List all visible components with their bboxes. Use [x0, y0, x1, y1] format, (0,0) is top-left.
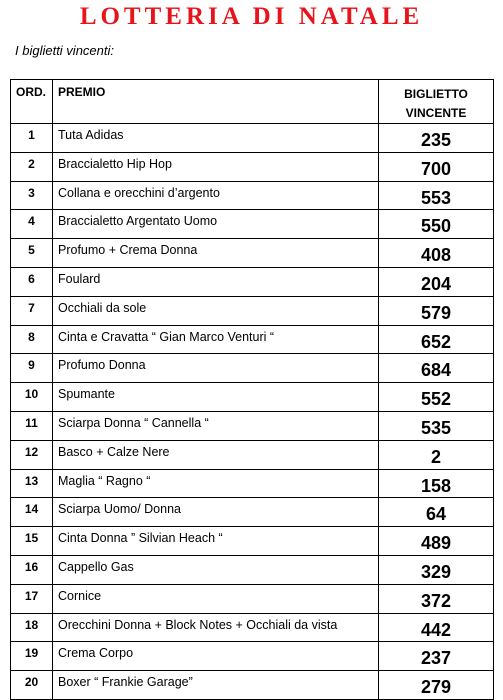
- prize-cell: [53, 239, 379, 268]
- ord-cell: [11, 555, 53, 584]
- ord-value: 12: [24, 444, 39, 459]
- prize-cell: [53, 124, 379, 153]
- prize-value: Braccialetto Hip Hop: [58, 156, 172, 171]
- ord-cell: [11, 296, 53, 325]
- prize-value: Profumo Donna: [58, 358, 146, 373]
- ord-cell: [11, 239, 53, 268]
- prize-cell: [53, 469, 379, 498]
- ord-value: 7: [28, 300, 35, 315]
- ord-cell: [11, 383, 53, 412]
- prize-cell: [53, 555, 379, 584]
- ord-cell: [11, 469, 53, 498]
- table-row: [11, 671, 494, 700]
- ticket-number: 552: [420, 389, 452, 410]
- ticket-number: 700: [420, 158, 452, 179]
- table-body: [11, 124, 494, 700]
- prize-cell: [53, 613, 379, 642]
- column-header-ord: [11, 80, 53, 124]
- ticket-cell: [379, 354, 494, 383]
- column-header-ord-label: ORD.: [16, 85, 46, 99]
- ord-cell: [11, 354, 53, 383]
- ticket-cell: [379, 527, 494, 556]
- ticket-number: 652: [420, 331, 452, 352]
- table-row: [11, 584, 494, 613]
- column-header-ticket-label: [379, 80, 493, 123]
- ticket-number: 535: [420, 417, 452, 438]
- ticket-number: 2: [430, 446, 441, 467]
- prize-value: Cinta Donna ” Silvian Heach “: [58, 531, 223, 546]
- ticket-number: 553: [420, 187, 452, 208]
- ticket-cell: [379, 124, 494, 153]
- prize-cell: [53, 642, 379, 671]
- prize-value: Profumo + Crema Donna: [58, 243, 198, 258]
- prize-value: Boxer “ Frankie Garage”: [58, 675, 193, 690]
- ticket-cell: [379, 267, 494, 296]
- ticket-number: 408: [420, 245, 452, 266]
- prize-value: Cornice: [58, 588, 102, 603]
- ticket-number: 64: [425, 504, 447, 525]
- ord-value: 15: [24, 531, 39, 546]
- ticket-cell: [379, 671, 494, 700]
- ticket-number: 442: [420, 619, 452, 640]
- prize-cell: [53, 440, 379, 469]
- prize-cell: [53, 498, 379, 527]
- ord-value: 11: [25, 415, 38, 430]
- prize-value: Sciarpa Donna “ Cannella “: [58, 415, 209, 430]
- ord-value: 1: [28, 128, 35, 142]
- ord-value: 10: [24, 387, 39, 402]
- ord-value: 5: [28, 243, 35, 258]
- column-header-ticket: [379, 80, 494, 124]
- ticket-number: 279: [420, 677, 452, 698]
- table-row: [11, 411, 494, 440]
- prize-value: Crema Corpo: [58, 646, 134, 661]
- table-row: [11, 613, 494, 642]
- prize-cell: [53, 210, 379, 239]
- ord-value: 14: [24, 502, 39, 517]
- prize-cell: [53, 267, 379, 296]
- table-row: [11, 210, 494, 239]
- ticket-cell: [379, 642, 494, 671]
- prize-cell: [53, 354, 379, 383]
- ord-value: 18: [24, 617, 39, 632]
- ticket-cell: [379, 296, 494, 325]
- prize-cell: [53, 527, 379, 556]
- table-row: [11, 239, 494, 268]
- ticket-number: 550: [420, 216, 452, 237]
- column-header-prize: [53, 80, 379, 124]
- ticket-number: 237: [420, 648, 452, 669]
- prize-value: Occhiali da sole: [58, 300, 147, 315]
- ord-cell: [11, 267, 53, 296]
- table-row: [11, 325, 494, 354]
- column-header-prize-label: PREMIO: [58, 85, 106, 99]
- ord-value: 4: [28, 214, 35, 229]
- column-header-ticket-line1: BIGLIETTO: [404, 87, 468, 101]
- ord-value: 16: [24, 559, 39, 574]
- ord-cell: [11, 498, 53, 527]
- ord-cell: [11, 613, 53, 642]
- prize-cell: [53, 296, 379, 325]
- table-row: [11, 642, 494, 671]
- ticket-cell: [379, 239, 494, 268]
- column-header-ticket-line2: VINCENTE: [405, 106, 467, 120]
- table-row: [11, 152, 494, 181]
- ord-value: 8: [28, 329, 35, 344]
- prize-cell: [53, 325, 379, 354]
- prize-cell: [53, 181, 379, 210]
- ord-value: 20: [24, 675, 39, 690]
- ticket-cell: [379, 152, 494, 181]
- ticket-cell: [379, 469, 494, 498]
- table-row: [11, 527, 494, 556]
- ord-value: 19: [24, 646, 39, 661]
- prize-value: Foulard: [58, 271, 101, 286]
- ord-value: 13: [24, 473, 39, 488]
- page-title: LOTTERIA DI NATALE: [79, 3, 424, 30]
- ord-value: 2: [28, 156, 35, 171]
- table-row: [11, 383, 494, 412]
- prize-value: Tuta Adidas: [58, 128, 124, 142]
- prize-value: Orecchini Donna + Block Notes + Occhiali da vista: [58, 617, 338, 632]
- ord-cell: [11, 527, 53, 556]
- ticket-number: 235: [420, 130, 452, 150]
- ticket-number: 204: [420, 273, 452, 294]
- ticket-number: 579: [420, 302, 452, 323]
- table-row: [11, 469, 494, 498]
- ticket-cell: [379, 440, 494, 469]
- ticket-number: 329: [420, 561, 452, 582]
- ord-cell: [11, 124, 53, 153]
- ord-cell: [11, 671, 53, 700]
- ord-value: 6: [28, 271, 35, 286]
- ord-value: 9: [28, 358, 35, 373]
- prize-cell: [53, 671, 379, 700]
- ord-value: 3: [28, 185, 35, 200]
- ord-cell: [11, 411, 53, 440]
- prize-value: Sciarpa Uomo/ Donna: [58, 502, 181, 517]
- table-row: [11, 124, 494, 153]
- ord-value: 17: [24, 588, 39, 603]
- table-row: [11, 181, 494, 210]
- table-header-row: [11, 80, 494, 124]
- ticket-number: 158: [420, 475, 452, 496]
- ord-cell: [11, 440, 53, 469]
- ord-cell: [11, 181, 53, 210]
- prize-cell: [53, 411, 379, 440]
- table-row: [11, 354, 494, 383]
- winning-tickets-table: [10, 79, 494, 700]
- table-row: [11, 498, 494, 527]
- ticket-number: 684: [420, 360, 452, 381]
- ticket-number: 372: [420, 590, 452, 611]
- table-row: [11, 267, 494, 296]
- ticket-cell: [379, 383, 494, 412]
- prize-value: Maglia “ Ragno “: [58, 473, 151, 488]
- table-row: [11, 555, 494, 584]
- ticket-cell: [379, 325, 494, 354]
- prize-value: Cappello Gas: [58, 559, 134, 574]
- prize-cell: [53, 584, 379, 613]
- prize-value: Spumante: [58, 387, 115, 402]
- prize-value: Basco + Calze Nere: [58, 444, 170, 459]
- prize-cell: [53, 152, 379, 181]
- prize-value: Cinta e Cravatta “ Gian Marco Venturi “: [58, 329, 275, 344]
- prize-value: Braccialetto Argentato Uomo: [58, 214, 218, 229]
- ord-cell: [11, 584, 53, 613]
- ticket-cell: [379, 584, 494, 613]
- ticket-cell: [379, 613, 494, 642]
- table-row: [11, 296, 494, 325]
- table-row: [11, 440, 494, 469]
- ticket-cell: [379, 411, 494, 440]
- ticket-cell: [379, 498, 494, 527]
- prize-value: Collana e orecchini d’argento: [58, 185, 220, 200]
- prize-cell: [53, 383, 379, 412]
- ticket-cell: [379, 555, 494, 584]
- ord-cell: [11, 325, 53, 354]
- ord-cell: [11, 152, 53, 181]
- ticket-cell: [379, 181, 494, 210]
- ticket-number: 489: [420, 533, 452, 554]
- subtitle: I biglietti vincenti:: [15, 43, 114, 58]
- ord-cell: [11, 210, 53, 239]
- ticket-cell: [379, 210, 494, 239]
- ord-cell: [11, 642, 53, 671]
